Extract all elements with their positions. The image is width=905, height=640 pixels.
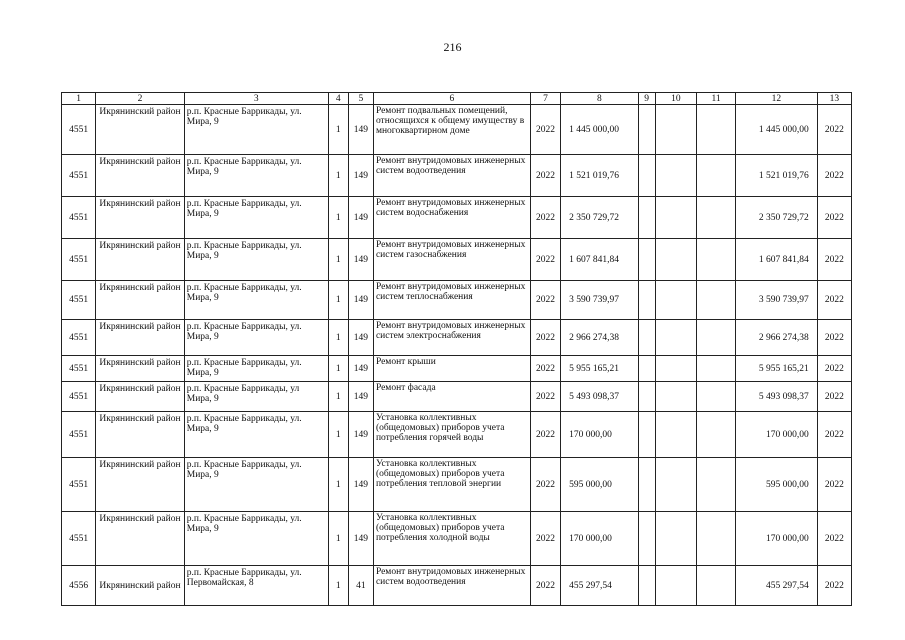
cell-col11 [696,512,735,566]
cell-col5: 149 [348,281,373,320]
capital-repair-table [61,92,852,606]
cell-amount: 3 590 739,97 [561,281,638,320]
cell-total: 1 521 019,76 [736,155,818,197]
cell-address: р.п. Красные Баррикады, ул. Мира, 9 [184,281,328,320]
cell-registry-number: 4551 [62,512,96,566]
column-header: 6 [373,93,530,105]
cell-year: 2022 [530,412,560,458]
cell-col5: 149 [348,356,373,382]
cell-end-year: 2022 [817,512,851,566]
cell-col9 [638,239,655,281]
cell-district: Икрянинский район [96,320,185,356]
page-number: 216 [443,40,462,54]
cell-work-type: Ремонт подвальных помещений, относящихся к общему имуществу в многоквартирном доме [373,105,530,155]
cell-registry-number: 4556 [62,566,96,606]
table-row [62,458,852,512]
cell-district: Икрянинский район [96,412,185,458]
cell-amount: 455 297,54 [561,566,638,606]
cell-col10 [655,356,696,382]
cell-year: 2022 [530,356,560,382]
cell-work-type: Ремонт внутридомовых инженерных систем электроснабжения [373,320,530,356]
cell-end-year: 2022 [817,197,851,239]
cell-col11 [696,281,735,320]
cell-total: 455 297,54 [736,566,818,606]
cell-address: р.п. Красные Баррикады, ул. Мира, 9 [184,512,328,566]
cell-col5: 149 [348,382,373,412]
cell-col4: 1 [328,105,348,155]
cell-col11 [696,566,735,606]
cell-end-year: 2022 [817,155,851,197]
cell-col11 [696,197,735,239]
cell-total: 170 000,00 [736,512,818,566]
cell-total: 3 590 739,97 [736,281,818,320]
cell-col10 [655,382,696,412]
cell-year: 2022 [530,512,560,566]
column-header: 10 [655,93,696,105]
cell-col10 [655,512,696,566]
cell-district: Икрянинский район [96,382,185,412]
cell-col4: 1 [328,382,348,412]
cell-registry-number: 4551 [62,320,96,356]
table-row [62,197,852,239]
table-row [62,512,852,566]
cell-col10 [655,412,696,458]
cell-col5: 149 [348,239,373,281]
table-row [62,239,852,281]
cell-col5: 149 [348,197,373,239]
cell-district: Икрянинский район [96,512,185,566]
cell-work-type: Ремонт внутридомовых инженерных систем водоотведения [373,566,530,606]
cell-col4: 1 [328,356,348,382]
cell-col11 [696,412,735,458]
cell-col10 [655,320,696,356]
cell-col9 [638,566,655,606]
cell-address: р.п. Красные Баррикады, ул. Мира, 9 [184,356,328,382]
cell-col10 [655,105,696,155]
cell-col9 [638,412,655,458]
cell-amount: 1 445 000,00 [561,105,638,155]
cell-col9 [638,356,655,382]
cell-address: р.п. Красные Баррикады, ул. Мира, 9 [184,155,328,197]
table-row [62,356,852,382]
cell-col5: 149 [348,512,373,566]
cell-district: Икрянинский район [96,239,185,281]
cell-registry-number: 4551 [62,281,96,320]
cell-col10 [655,566,696,606]
cell-col11 [696,320,735,356]
cell-col9 [638,197,655,239]
cell-col9 [638,155,655,197]
cell-address: р.п. Красные Баррикады, ул. Мира, 9 [184,458,328,512]
cell-amount: 170 000,00 [561,512,638,566]
cell-amount: 595 000,00 [561,458,638,512]
cell-registry-number: 4551 [62,382,96,412]
cell-col11 [696,155,735,197]
header-row [62,93,852,105]
cell-col4: 1 [328,197,348,239]
cell-col4: 1 [328,281,348,320]
cell-end-year: 2022 [817,320,851,356]
column-header: 3 [184,93,328,105]
cell-work-type: Ремонт внутридомовых инженерных систем теплоснабжения [373,281,530,320]
cell-col9 [638,458,655,512]
cell-col10 [655,155,696,197]
column-header: 11 [696,93,735,105]
cell-col11 [696,239,735,281]
cell-registry-number: 4551 [62,197,96,239]
cell-district: Икрянинский район [96,566,185,606]
cell-col5: 149 [348,320,373,356]
column-header: 12 [736,93,818,105]
column-header: 2 [96,93,185,105]
cell-year: 2022 [530,155,560,197]
cell-col5: 149 [348,412,373,458]
cell-registry-number: 4551 [62,412,96,458]
cell-col4: 1 [328,412,348,458]
cell-address: р.п. Красные Баррикады, ул. Мира, 9 [184,239,328,281]
cell-col4: 1 [328,512,348,566]
cell-col4: 1 [328,320,348,356]
cell-col9 [638,105,655,155]
cell-registry-number: 4551 [62,239,96,281]
cell-col5: 149 [348,105,373,155]
cell-year: 2022 [530,382,560,412]
table-row [62,412,852,458]
cell-col9 [638,382,655,412]
cell-amount: 1 521 019,76 [561,155,638,197]
cell-district: Икрянинский район [96,155,185,197]
cell-total: 1 445 000,00 [736,105,818,155]
cell-address: р.п. Красные Баррикады, ул. Мира, 9 [184,320,328,356]
cell-work-type: Ремонт крыши [373,356,530,382]
cell-address: р.п. Красные Баррикады, ул Мира, 9 [184,382,328,412]
column-header: 7 [530,93,560,105]
cell-district: Икрянинский район [96,458,185,512]
cell-work-type: Установка коллективных (общедомовых) приборов учета потребления горячей воды [373,412,530,458]
cell-col10 [655,281,696,320]
cell-district: Икрянинский район [96,281,185,320]
table-row [62,105,852,155]
cell-year: 2022 [530,566,560,606]
cell-col10 [655,197,696,239]
cell-end-year: 2022 [817,281,851,320]
cell-total: 5 955 165,21 [736,356,818,382]
cell-col4: 1 [328,458,348,512]
cell-end-year: 2022 [817,105,851,155]
cell-district: Икрянинский район [96,197,185,239]
cell-address: р.п. Красные Баррикады, ул. Мира, 9 [184,412,328,458]
column-header: 13 [817,93,851,105]
cell-amount: 170 000,00 [561,412,638,458]
cell-end-year: 2022 [817,382,851,412]
table-row [62,320,852,356]
cell-amount: 2 966 274,38 [561,320,638,356]
cell-end-year: 2022 [817,239,851,281]
cell-amount: 2 350 729,72 [561,197,638,239]
cell-col4: 1 [328,239,348,281]
cell-amount: 5 955 165,21 [561,356,638,382]
cell-address: р.п. Красные Баррикады, ул. Мира, 9 [184,105,328,155]
cell-registry-number: 4551 [62,458,96,512]
cell-work-type: Ремонт фасада [373,382,530,412]
cell-work-type: Ремонт внутридомовых инженерных систем газоснабжения [373,239,530,281]
cell-col9 [638,512,655,566]
cell-registry-number: 4551 [62,105,96,155]
cell-work-type: Ремонт внутридомовых инженерных систем водоотведения [373,155,530,197]
cell-col9 [638,320,655,356]
cell-registry-number: 4551 [62,155,96,197]
cell-col11 [696,105,735,155]
cell-year: 2022 [530,458,560,512]
column-header: 4 [328,93,348,105]
cell-year: 2022 [530,105,560,155]
cell-total: 1 607 841,84 [736,239,818,281]
cell-end-year: 2022 [817,412,851,458]
cell-year: 2022 [530,320,560,356]
cell-col4: 1 [328,155,348,197]
cell-end-year: 2022 [817,566,851,606]
cell-col4: 1 [328,566,348,606]
cell-col5: 41 [348,566,373,606]
column-header: 5 [348,93,373,105]
column-header: 8 [561,93,638,105]
cell-district: Икрянинский район [96,356,185,382]
cell-total: 595 000,00 [736,458,818,512]
column-header: 9 [638,93,655,105]
cell-work-type: Ремонт внутридомовых инженерных систем водоснабжения [373,197,530,239]
cell-work-type: Установка коллективных (общедомовых) приборов учета потребления тепловой энергии [373,458,530,512]
cell-col9 [638,281,655,320]
table-row [62,155,852,197]
cell-total: 5 493 098,37 [736,382,818,412]
cell-col11 [696,356,735,382]
cell-year: 2022 [530,197,560,239]
cell-work-type: Установка коллективных (общедомовых) приборов учета потребления холодной воды [373,512,530,566]
cell-col10 [655,458,696,512]
cell-col5: 149 [348,155,373,197]
cell-address: р.п. Красные Баррикады, ул. Мира, 9 [184,197,328,239]
cell-registry-number: 4551 [62,356,96,382]
table-row [62,281,852,320]
cell-end-year: 2022 [817,356,851,382]
cell-address: р.п. Красные Баррикады, ул. Первомайская, 8 [184,566,328,606]
cell-district: Икрянинский район [96,105,185,155]
cell-year: 2022 [530,281,560,320]
column-header: 1 [62,93,96,105]
cell-total: 2 966 274,38 [736,320,818,356]
table-row [62,566,852,606]
cell-col11 [696,458,735,512]
cell-col5: 149 [348,458,373,512]
cell-total: 170 000,00 [736,412,818,458]
cell-col11 [696,382,735,412]
cell-col10 [655,239,696,281]
cell-amount: 5 493 098,37 [561,382,638,412]
cell-end-year: 2022 [817,458,851,512]
cell-total: 2 350 729,72 [736,197,818,239]
table-row [62,382,852,412]
cell-amount: 1 607 841,84 [561,239,638,281]
cell-year: 2022 [530,239,560,281]
